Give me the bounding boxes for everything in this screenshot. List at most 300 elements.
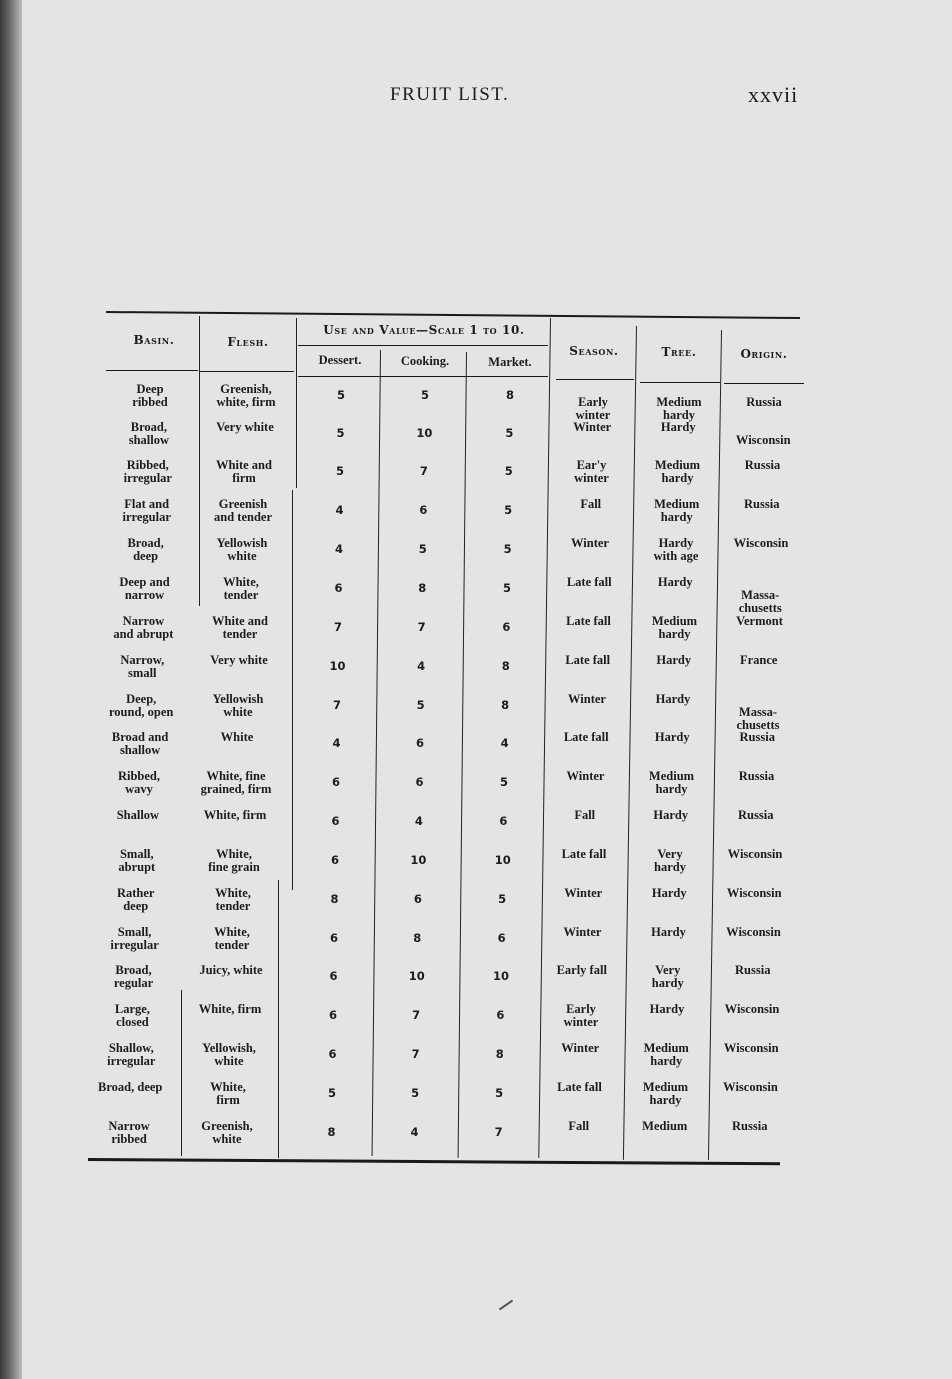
basin-line: Ribbed, [117,769,161,783]
market-cell: 5 [504,503,513,517]
header-underline-values [298,376,548,377]
basin-line: shallow [119,743,161,757]
dessert-cell: 5 [336,388,345,402]
tree-line: hardy [663,408,695,422]
basin-cell [81,1042,181,1068]
origin-cell [712,615,808,628]
origin-line: Wisconsin [727,847,783,861]
origin-cell [714,498,810,511]
header-use-value: Use and Value—Scale 1 to 10. [323,323,525,337]
tree-line: Hardy [656,653,692,667]
basin-line: irregular [110,938,159,952]
season-cell [536,1003,626,1029]
origin-cell [704,1003,800,1016]
basin-line: narrow [124,588,165,602]
season-cell [538,926,628,939]
origin-line: Wisconsin [735,433,791,447]
cooking-cell: 5 [411,1086,420,1100]
flesh-cell [183,809,287,822]
tree-line: Medium [642,1080,689,1094]
table-row [0,576,952,615]
season-line: Late fall [557,1080,602,1094]
tree-cell [627,731,717,744]
basin-line: Broad, [115,963,152,977]
basin-line: deep [133,549,159,563]
tree-line: Hardy [654,730,690,744]
origin-line: Russia [735,963,771,977]
tree-cell [628,693,718,706]
dessert-cell: 6 [328,1047,337,1061]
tree-cell [623,964,713,990]
season-line: Winter [564,886,603,900]
basin-cell [96,537,196,563]
market-cell: 5 [495,1086,504,1100]
header-season: Season. [569,344,619,358]
origin-cell [703,1042,799,1055]
table-row [0,383,952,422]
origin-cell [706,926,802,939]
basin-cell [100,383,200,409]
tree-cell [621,1081,711,1107]
basin-line: Large, [114,1002,150,1016]
season-cell [539,848,629,861]
cooking-cell: 5 [416,698,425,712]
market-cell: 6 [499,814,508,828]
flesh-cell [193,421,297,434]
flesh-cell [186,693,290,719]
flesh-cell [180,926,284,952]
tree-cell [621,1042,711,1068]
market-cell: 5 [504,464,513,478]
season-line: Late fall [566,575,612,589]
flesh-line: fine grain [208,860,260,874]
cooking-cell: 5 [418,542,427,556]
dessert-cell: 6 [329,969,338,983]
basin-line: Broad, deep [98,1080,163,1094]
basin-cell [84,964,184,990]
cooking-cell: 5 [420,388,429,402]
cooking-cell: 7 [419,464,428,478]
tree-line: Medium [654,497,700,511]
dessert-cell: 4 [332,736,341,750]
dessert-cell: 6 [330,853,339,867]
basin-line: Small, [119,847,154,861]
origin-line: Wisconsin [723,1080,778,1094]
header-cooking: Cooking. [400,354,450,368]
flesh-line: tender [222,627,258,641]
origin-line: Russia [744,458,781,472]
season-line: Ear'y [576,458,607,472]
header-underline-season [556,379,634,380]
flesh-cell [175,1120,279,1146]
flesh-line: and tender [214,510,272,524]
origin-line: Massa- [741,588,780,602]
header-dessert: Dessert. [318,353,362,367]
tree-cell [633,421,723,434]
origin-cell [705,964,801,977]
market-cell: 10 [492,969,509,983]
dessert-cell: 6 [331,814,340,828]
basin-line: closed [116,1015,149,1029]
flesh-line: White, fine [206,769,266,783]
market-cell: 8 [501,698,510,712]
basin-cell [89,770,189,796]
season-line: Early [566,1002,596,1016]
tree-cell [625,848,715,874]
basin-line: Shallow, [108,1041,154,1055]
table-row [0,654,952,693]
cooking-cell: 7 [412,1008,421,1022]
season-line: Fall [574,808,596,822]
tree-line: Hardy [649,1002,685,1016]
tree-line: hardy [660,510,693,524]
table-row [0,887,952,926]
basin-cell [98,459,198,485]
basin-line: abrupt [118,860,156,874]
basin-cell [86,887,186,913]
market-cell: 6 [496,1008,505,1022]
basin-line: Small, [117,925,152,939]
season-cell [541,770,631,783]
flesh-line: white, firm [216,395,276,409]
tree-cell [632,498,722,524]
origin-line: Massa- [738,705,778,719]
basin-line: ribbed [132,395,168,409]
market-cell: 10 [494,853,511,867]
origin-line: chusetts [738,601,782,615]
flesh-line: tender [215,899,251,913]
cooking-cell: 6 [413,892,422,906]
basin-line: small [128,666,157,680]
season-line: Early fall [556,963,607,977]
season-cell [542,693,632,706]
tree-line: hardy [651,976,684,990]
tree-line: hardy [661,471,694,485]
origin-line: Wisconsin [733,536,789,550]
basin-cell [97,498,197,524]
table-bottom-rule [88,1158,780,1165]
flesh-line: white [212,1132,242,1146]
dessert-cell: 4 [334,542,343,556]
market-cell: 5 [498,892,507,906]
origin-cell [707,848,803,861]
table-row [0,459,952,498]
season-line: Winter [563,925,602,939]
basin-line: deep [123,899,149,913]
origin-cell [715,421,811,447]
origin-line: Russia [738,808,774,822]
market-cell: 8 [505,388,514,402]
origin-cell [709,731,805,744]
origin-line: chusetts [736,718,780,732]
flesh-line: White, firm [198,1002,262,1016]
season-line: winter [574,471,609,485]
basin-line: Ribbed, [126,458,169,472]
market-cell: 6 [497,931,506,945]
flesh-line: white [214,1054,244,1068]
season-line: Late fall [563,730,609,744]
flesh-cell [176,1081,280,1107]
dessert-cell: 7 [333,620,342,634]
dessert-cell: 5 [336,426,345,440]
cooking-cell: 8 [413,931,422,945]
market-cell: 5 [503,542,512,556]
basin-cell [87,848,187,874]
basin-line: Rather [116,886,155,900]
tree-line: hardy [654,860,686,874]
season-cell [534,1120,624,1133]
market-cell: 5 [502,581,511,595]
flesh-line: Greenish, [201,1119,253,1133]
header-basin: Basin. [133,333,175,347]
basin-line: Deep and [119,575,170,589]
flesh-line: White, [223,575,259,589]
basin-line: Flat and [124,497,170,511]
season-line: Winter [561,1041,600,1055]
origin-cell [706,887,802,900]
cooking-cell: 6 [415,775,424,789]
dessert-cell: 7 [332,698,341,712]
origin-cell [710,693,806,732]
flesh-line: Yellowish [212,692,264,706]
origin-cell [713,537,809,550]
tree-line: Very [657,847,683,861]
origin-line: Wisconsin [726,886,782,900]
page-title: FRUIT LIST. [390,84,510,105]
tree-cell [630,576,720,589]
tree-cell [630,615,720,641]
flesh-cell [192,459,296,485]
dessert-cell: 10 [329,659,346,673]
basin-line: and abrupt [113,627,174,641]
tree-line: hardy [658,627,691,641]
season-line: Winter [568,692,606,706]
flesh-cell [187,654,291,667]
season-line: Late fall [565,653,611,667]
flesh-line: grained, firm [200,782,272,796]
basin-line: Broad and [111,730,169,744]
flesh-line: firm [232,471,256,485]
cooking-cell: 4 [410,1125,419,1139]
table-row [0,1081,952,1120]
page-number: xxvii [748,82,799,107]
table-row [0,731,952,770]
table-row [0,770,952,809]
basin-line: shallow [128,433,170,447]
tree-line: hardy [650,1054,683,1068]
cooking-cell: 4 [414,814,423,828]
cooking-cell: 10 [416,426,433,440]
basin-line: Narrow [108,1119,150,1133]
basin-line: wavy [125,782,153,796]
basin-line: Deep [136,382,164,396]
running-head [0,84,952,108]
basin-line: irregular [107,1054,156,1068]
season-cell [545,537,635,550]
tree-cell [631,537,721,563]
flesh-line: White, [210,1080,246,1094]
tree-cell [620,1120,710,1133]
flesh-line: Yellowish [216,536,268,550]
season-cell [547,459,637,485]
season-line: Early [578,395,608,409]
table-row [0,498,952,537]
basin-line: Narrow, [120,653,165,667]
flesh-cell [190,537,294,563]
flesh-line: Greenish, [220,382,272,396]
flesh-cell [188,615,292,641]
flesh-cell [178,1003,282,1016]
market-cell: 5 [499,775,508,789]
flesh-line: white [223,705,253,719]
basin-cell [91,693,191,719]
market-cell: 4 [500,736,509,750]
season-cell [541,731,631,744]
origin-line: Wisconsin [724,1002,780,1016]
season-cell [544,615,634,628]
market-cell: 5 [505,426,514,440]
tree-line: Hardy [651,886,687,900]
basin-line: ribbed [111,1132,147,1146]
basin-line: regular [113,976,154,990]
flesh-line: White, [215,886,251,900]
tree-line: Hardy [653,808,689,822]
basin-line: irregular [123,471,172,485]
origin-line: Vermont [736,614,783,628]
tree-cell [626,809,716,822]
flesh-line: White, [216,847,252,861]
table-row [0,964,952,1003]
basin-line: Shallow [116,808,160,822]
table-row [0,615,952,654]
basin-cell [99,421,199,447]
basin-line: irregular [122,510,171,524]
basin-cell [82,1003,182,1029]
flesh-line: White, [214,925,250,939]
tree-line: Hardy [657,575,693,589]
origin-cell [703,1081,799,1094]
tree-line: with age [653,549,699,563]
basin-cell [85,926,185,952]
tree-line: Very [655,963,681,977]
stray-mark [499,1300,513,1311]
origin-line: Russia [738,769,775,783]
tree-cell [627,770,717,796]
table-row [0,926,952,965]
dessert-cell: 6 [328,1008,337,1022]
origin-cell [711,654,807,667]
table-row [0,1042,952,1081]
dessert-cell: 6 [334,581,343,595]
basin-line: round, open [108,705,174,719]
flesh-line: white [227,549,257,563]
season-cell [538,887,628,900]
origin-cell [715,459,811,472]
season-line: winter [563,1015,599,1029]
tree-line: Medium [642,1119,688,1133]
cooking-cell: 10 [408,969,425,983]
basin-cell [95,576,195,602]
origin-cell [708,809,804,822]
origin-cell [716,383,812,409]
origin-line: Wisconsin [726,925,781,939]
flesh-line: tender [214,938,250,952]
use-value-rule [298,345,548,346]
season-cell [543,654,633,667]
basin-cell [90,731,190,757]
cooking-cell: 4 [417,659,426,673]
flesh-line: White, firm [203,808,267,822]
season-cell [535,1042,625,1055]
basin-cell [88,809,188,822]
market-cell: 8 [495,1047,504,1061]
origin-cell [702,1120,798,1133]
dessert-cell: 4 [335,503,344,517]
market-cell: 6 [502,620,511,634]
tree-line: Hardy [651,925,686,939]
season-line: Winter [566,769,605,783]
season-line: Fall [580,497,602,511]
origin-line: Russia [744,497,780,511]
header-underline-basin [106,370,198,371]
cooking-cell: 7 [417,620,426,634]
flesh-cell [184,770,288,796]
flesh-line: Very white [216,420,274,434]
tree-line: Medium [648,769,695,783]
season-cell [547,421,637,434]
header-origin: Origin. [740,347,788,361]
season-cell [537,964,627,977]
tree-cell [634,383,724,422]
tree-line: Hardy [655,692,691,706]
flesh-cell [191,498,295,524]
flesh-line: Greenish [218,497,268,511]
origin-cell [709,770,805,783]
tree-cell [622,1003,712,1016]
table-row [0,809,952,848]
header-flesh: Flesh. [227,335,269,349]
cooking-cell: 8 [418,581,427,595]
season-line: Fall [568,1119,590,1133]
flesh-cell [182,848,286,874]
tree-cell [624,926,714,939]
season-line: Winter [573,420,612,434]
flesh-cell [189,576,293,602]
cooking-cell: 6 [416,736,425,750]
tree-line: hardy [649,1093,682,1107]
tree-line: Medium [651,614,698,628]
tree-line: Medium [654,458,701,472]
flesh-line: White and [212,614,268,628]
origin-line: France [740,653,778,667]
basin-cell [92,654,192,680]
origin-line: Russia [732,1119,768,1133]
season-cell [535,1081,625,1094]
tree-line: Medium [656,395,702,409]
tree-cell [633,459,723,485]
flesh-line: firm [216,1093,240,1107]
table-top-rule [106,311,800,319]
season-cell [546,498,636,511]
tree-line: hardy [655,782,688,796]
season-cell [540,809,630,822]
tree-cell [629,654,719,667]
basin-line: Broad, [127,536,164,550]
dessert-cell: 6 [329,931,338,945]
dessert-cell: 5 [327,1086,336,1100]
table-row [0,848,952,887]
flesh-line: Very white [210,653,268,667]
